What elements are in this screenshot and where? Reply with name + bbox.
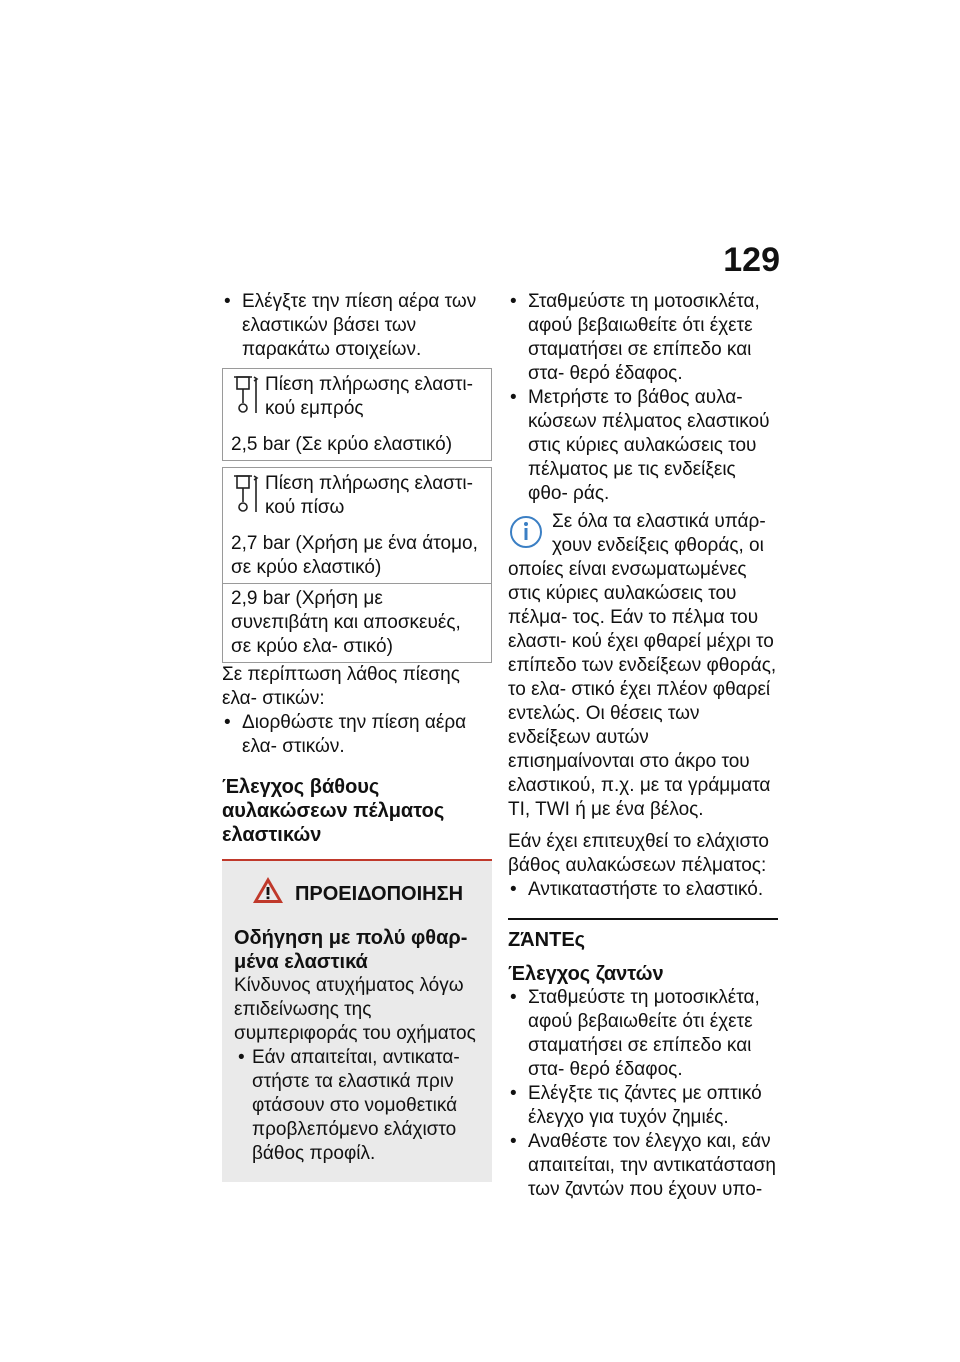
wrong-pressure-text: Σε περίπτωση λάθος πίεσης ελα- στικών: <box>222 664 460 709</box>
front-pressure-label: Πίεση πλήρωσης ελαστι- κού εμπρός <box>265 374 473 419</box>
info-note <box>508 510 778 822</box>
warning-box <box>222 859 492 1182</box>
rear-pressure-label: Πίεση πλήρωσης ελαστι- κού πίσω <box>265 473 473 518</box>
tire-pressure-icon <box>231 472 259 525</box>
front-pressure-header <box>223 369 491 430</box>
bullet-measure-depth: • Μετρήστε το βάθος αυλα- κώσεων πέλματος ελαστικού στις κύριες αυλακώσεις του πέλματος με τις ενδείξεις φθο- ράς. <box>508 386 778 506</box>
bullet-park-1: • Σταθμεύστε τη μοτοσικλέτα, αφού βεβαιωθείτε ότι έχετε σταματήσει σε επίπεδο και στα- θερό έδαφος. <box>508 290 778 386</box>
warning-subtitle: Οδήγηση με πολύ φθαρ- μένα ελαστικά <box>234 927 468 973</box>
section-title-rims: ΖΆΝΤΕς <box>508 929 586 951</box>
heading-rims-check: Έλεγχος ζαντών <box>508 963 664 985</box>
rear-pressure-value-passenger: 2,9 bar (Χρήση με συνεπιβάτη και αποσκευές, σε κρύο ελα- στικό) <box>223 583 491 662</box>
bullet-park-2: • Σταθμεύστε τη μοτοσικλέτα, αφού βεβαιωθείτε ότι έχετε σταματήσει σε επίπεδο και στα- θερό έδαφος. <box>508 986 778 1082</box>
front-pressure-table <box>222 368 492 461</box>
rear-pressure-value-solo: 2,7 bar (Χρήση με ένα άτομο, σε κρύο ελαστικό) <box>231 533 478 578</box>
right-column <box>508 290 778 1202</box>
bullet-replace-tire: • Αντικαταστήστε το ελαστικό. <box>508 878 778 902</box>
min-depth-text: Εάν έχει επιτευχθεί το ελάχιστο βάθος αυλακώσεων πέλματος: <box>508 831 769 876</box>
page-number: 129 <box>723 241 780 279</box>
left-column <box>222 290 492 1182</box>
tire-pressure-icon <box>231 373 259 426</box>
warning-header <box>234 875 480 912</box>
bullet-check-pressure: • Ελέγξτε την πίεση αέρα των ελαστικών βάσει των παρακάτω στοιχείων. <box>222 290 492 362</box>
warning-title: ΠΡΟΕΙΔΟΠΟΙΗΣΗ <box>294 882 464 905</box>
warning-triangle-icon <box>251 875 285 912</box>
warning-text: Κίνδυνος ατυχήματος λόγω επιδείνωσης της συμπεριφοράς του οχήματος <box>234 975 476 1044</box>
section-divider <box>508 918 778 920</box>
rear-pressure-table <box>222 467 492 663</box>
info-icon <box>508 510 544 555</box>
front-pressure-value: 2,5 bar (Σε κρύο ελαστικό) <box>231 434 453 455</box>
warning-bullet: • Εάν απαιτείται, αντικατα- στήστε τα ελαστικά πριν φτάσουν στο νομοθετικά προβλεπόμενο ελάχιστο βάθος προφίλ. <box>234 1046 480 1166</box>
rear-pressure-header <box>223 468 491 529</box>
info-note-text: οποίες είναι ενσωματωμένες στις κύριες αυλακώσεις του πέλμα- τος. Εάν το πέλμα του ελαστι- κού έχει φθαρεί μέχρι το επίπεδο των ενδείξεων φθοράς, το ελα- στικό έχει πλέον φθαρεί εντελώς. Οι θέσεις των ενδείξεων αυτών επισημαίνονται στο άκρο του ελαστικού, π.χ. με τα γράμματα TI, TWI ή με ένα βέλος. <box>508 559 777 820</box>
bullet-assign-check: • Αναθέστε τον έλεγχο και, εάν απαιτείται, την αντικατάσταση των ζαντών που έχουν υπο- <box>508 1130 778 1202</box>
bullet-correct-pressure: • Διορθώστε την πίεση αέρα ελα- στικών. <box>222 711 492 759</box>
info-note-first-lines: Σε όλα τα ελαστικά υπάρ- χουν ενδείξεις φθοράς, οι <box>552 511 766 556</box>
heading-tread-depth: Έλεγχος βάθους αυλακώσεων πέλματος ελαστικών <box>222 776 445 846</box>
bullet-check-rims: • Ελέγξτε τις ζάντες με οπτικό έλεγχο για τυχόν ζημιές. <box>508 1082 778 1130</box>
